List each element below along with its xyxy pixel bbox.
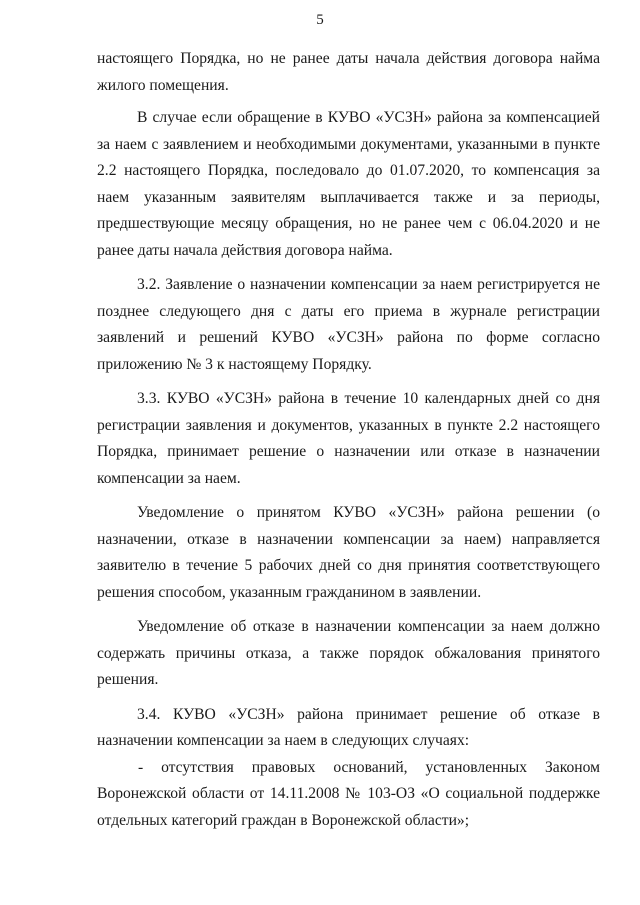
paragraph-notification: Уведомление о принятом КУВО «УСЗН» района решении (о назначении, отказе в назначении компенсации за наем) направляется заявителю в течение 5 рабочих дней со дня принятия соответствующего решения способом, указанным гражданином в заявлении.: [97, 504, 600, 601]
list-item-no-legal-grounds: - отсутствия правовых оснований, установленных Законом Воронежской области от 14.11.2008 № 103-ОЗ «О социальной поддержке отдельных категорий граждан в Воронежской области»;: [97, 758, 600, 829]
paragraph-3-4: 3.4. КУВО «УСЗН» района принимает решение об отказе в назначении компенсации за наем в следующих случаях:: [97, 705, 600, 749]
document-body: [97, 46, 600, 834]
paragraph-continuation: настоящего Порядка, но не ранее даты начала действия договора найма жилого помещения.: [97, 50, 600, 94]
paragraph-3-3: 3.3. КУВО «УСЗН» района в течение 10 календарных дней со дня регистрации заявления и документов, указанных в пункте 2.2 настоящего Порядка, принимает решение о назначении или отказе в назначении компенсации за наем.: [97, 390, 600, 487]
paragraph-3-2: 3.2. Заявление о назначении компенсации за наем регистрируется не позднее следующего дня с даты его приема в журнале регистрации заявлений и решений КУВО «УСЗН» района по форме согласно приложению № 3 к настоящему Порядку.: [97, 276, 600, 373]
paragraph-refusal-notice: Уведомление об отказе в назначении компенсации за наем должно содержать причины отказа, а также порядок обжалования принятого решения.: [97, 618, 600, 688]
paragraph-compensation-period: В случае если обращение в КУВО «УСЗН» района за компенсацией за наем с заявлением и необходимыми документами, указанными в пункте 2.2 настоящего Порядка, последовало до 01.07.2020, то компенсация за наем указанным заявителям выплачивается также и за периоды, предшествующие месяцу обращения, но не ранее чем с 06.04.2020 и не ранее даты начала действия договора найма.: [97, 109, 600, 259]
page-number: 5: [316, 12, 324, 28]
